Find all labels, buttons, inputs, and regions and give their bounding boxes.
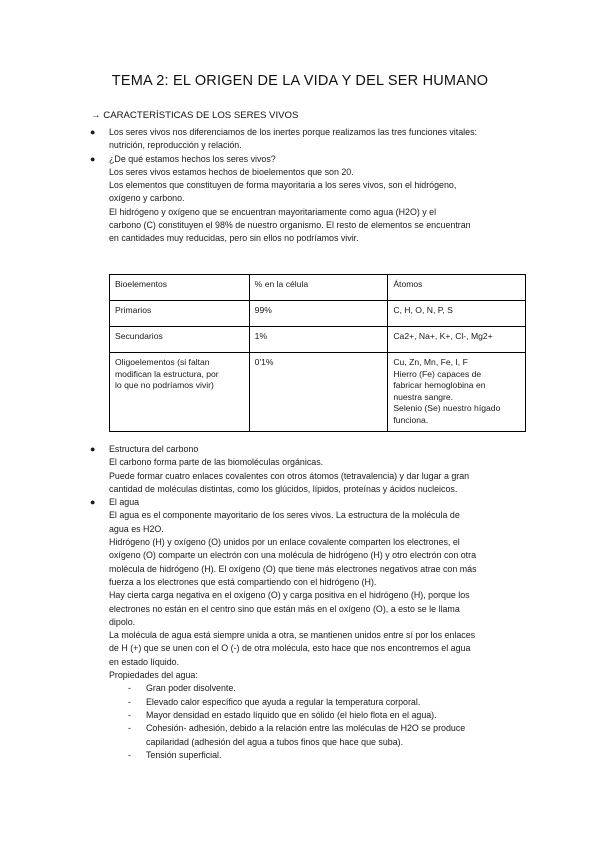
- text-line: Gran poder disolvente.: [146, 683, 236, 694]
- text-line: carbono (C) constituyen el 98% de nuestro organismo. El resto de elementos se encuentran: [109, 220, 471, 231]
- text-line: Elevado calor específico que ayuda a regular la temperatura corporal.: [146, 696, 421, 707]
- bullet-icon: ●: [90, 153, 96, 164]
- table-cell-name: Primarios: [110, 301, 250, 327]
- text-line: Hidrógeno (H) y oxígeno (O) unidos por un enlace covalente comparten los electrones, el: [109, 537, 460, 548]
- properties-list: [109, 682, 549, 762]
- text-line: de H (+) que se unen con el O (-) de otra molécula, esto hace que nos encontremos el agua: [109, 643, 471, 654]
- text-line: funciona.: [393, 414, 429, 425]
- text-line: ¿De qué estamos hechos los seres vivos?: [109, 153, 276, 164]
- property-item: [109, 749, 549, 762]
- list-item-functions: [90, 126, 549, 153]
- text-line: El carbono forma parte de las biomoléculas orgánicas.: [109, 457, 324, 468]
- text-line: fuerza a los electrones que está compartiendo con el hidrógeno (H).: [109, 576, 377, 587]
- property-item: [109, 722, 549, 749]
- property-item: [109, 709, 549, 722]
- table-header-cell: Bioelementos: [110, 275, 250, 301]
- dash-bullet: -: [128, 709, 131, 720]
- table-header-cell: Átomos: [388, 275, 526, 301]
- property-item: [109, 682, 549, 695]
- text-line: capilaridad (adhesión del agua a tubos finos que hace que suba).: [146, 736, 404, 747]
- text-line: Hierro (Fe) capaces de: [393, 368, 482, 379]
- bioelements-table: [109, 274, 526, 432]
- text-line: agua es H2O.: [109, 523, 164, 534]
- text-line: dipolo.: [109, 616, 136, 627]
- text-line: Los seres vivos nos diferenciamos de los inertes porque realizamos las tres funciones vitales:: [109, 127, 477, 137]
- table-cell-atoms: Ca2+, Na+, K+, Cl-, Mg2+: [388, 327, 526, 353]
- text-line: Propiedades del agua:: [109, 670, 198, 681]
- text-line: El agua es el componente mayoritario de los seres vivos. La estructura de la molécula de: [109, 510, 460, 521]
- text-line: fabricar hemoglobina en: [393, 380, 486, 391]
- text-line: molécula de hidrógeno (H). El oxígeno (O) que tiene más electrones negativos atrae con más: [109, 563, 477, 574]
- bullet-icon: ●: [90, 444, 96, 454]
- text-line: oxígeno (O) comparte un electrón con una molécula de hidrógeno (H) y otro electrón con otra: [109, 550, 477, 561]
- intro-list: [90, 126, 549, 246]
- table-cell-atoms: C, H, O, N, P, S: [388, 301, 526, 327]
- text-line: Estructura del carbono: [109, 444, 199, 454]
- list-item-bioelements: [90, 153, 549, 246]
- text-line: Cu, Zn, Mn, Fe, I, F: [393, 357, 468, 367]
- text-line: El agua: [109, 497, 140, 508]
- table-row: [110, 353, 526, 432]
- section-heading: → CARACTERÍSTICAS DE LOS SERES VIVOS: [91, 110, 299, 121]
- text-line: lo que no podríamos vivir): [115, 380, 214, 391]
- dash-bullet: -: [128, 749, 131, 760]
- table-cell-percent: 0'1%: [249, 353, 388, 432]
- text-line: oxígeno y carbono.: [109, 193, 185, 204]
- table-cell-name: [110, 353, 250, 432]
- dash-bullet: -: [128, 696, 131, 707]
- table-cell-name: Secundarios: [110, 327, 250, 353]
- table-header-row: [110, 275, 526, 301]
- list-item-water: [90, 496, 549, 682]
- table-cell-percent: 99%: [249, 301, 388, 327]
- table-row: [110, 327, 526, 353]
- text-line: Los elementos que constituyen de forma mayoritaria a los seres vivos, son el hidrógeno,: [109, 180, 457, 191]
- text-line: Mayor densidad en estado líquido que en sólido (el hielo flota en el agua).: [146, 709, 437, 720]
- text-line: Hay cierta carga negativa en el oxígeno (O) y carga positiva en el hidrógeno (H), porque los: [109, 590, 470, 601]
- text-line: electrones no están en el centro sino que están más en el oxígeno (O), a esto se le llama: [109, 603, 460, 614]
- text-line: en cantidades muy reducidas, pero sin ellos no podríamos vivir.: [109, 233, 359, 244]
- table-cell-percent: 1%: [249, 327, 388, 353]
- text-line: en estado líquido.: [109, 656, 180, 667]
- lower-list: [90, 443, 549, 762]
- table-row: [110, 301, 526, 327]
- table-cell-atoms: [388, 353, 526, 432]
- dash-bullet: -: [128, 723, 131, 734]
- text-line: nutrición, reproducción y relación.: [109, 140, 242, 151]
- page-title: TEMA 2: EL ORIGEN DE LA VIDA Y DEL SER HUMANO: [111, 73, 489, 89]
- text-line: Los seres vivos estamos hechos de bioelementos que son 20.: [109, 166, 354, 177]
- dash-bullet: -: [128, 683, 131, 694]
- text-line: cantidad de moléculas distintas, como los glúcidos, lípidos, proteínas y ácidos nucleicos.: [109, 483, 458, 494]
- text-line: modifican la estructura, por: [115, 368, 219, 379]
- bullet-icon: ●: [90, 497, 96, 508]
- table-header-cell: % en la célula: [249, 275, 388, 301]
- list-item-carbon: [90, 443, 549, 496]
- text-line: Tensión superficial.: [146, 749, 222, 760]
- text-line: Cohesión- adhesión, debido a la relación entre las moléculas de H2O se produce: [146, 723, 466, 734]
- text-line: Selenio (Se) nuestro hígado: [393, 403, 501, 414]
- text-line: Oligoelementos (si faltan: [115, 357, 210, 367]
- text-line: La molécula de agua está siempre unida a otra, se mantienen unidos entre sí por los enlaces: [109, 630, 476, 641]
- text-line: Puede formar cuatro enlaces covalentes con otros átomos (tetravalencia) y dar lugar a gran: [109, 470, 470, 481]
- property-item: [109, 696, 549, 709]
- bullet-icon: ●: [90, 127, 96, 137]
- text-line: nuestra sangre.: [393, 391, 454, 402]
- text-line: El hidrógeno y oxígeno que se encuentran mayoritariamente como agua (H2O) y el: [109, 206, 437, 217]
